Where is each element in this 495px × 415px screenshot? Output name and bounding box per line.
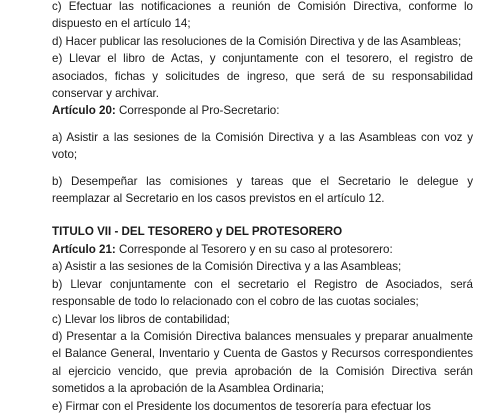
article-21-text: Corresponde al Tesorero y en su caso al protesorero: [115, 242, 393, 256]
article-21-item-a: a) Asistir a las sesiones de la Comisión Directiva y a las Asambleas; [52, 260, 402, 274]
secretario-item-e: e) Llevar el libro de Actas, y conjuntamente con el tesorero, el registro de asociados, fichas y solicitudes de ingreso, que será de su responsabilidad conservar y archivar. [52, 52, 473, 101]
article-21-intro [52, 241, 473, 258]
article-21-item-b: b) Llevar conjuntamente con el secretario el Registro de Asociados, será responsable de todo lo relacionado con el cobro de las cuotas sociales; [52, 277, 473, 309]
article-21-item-e: e) Firmar con el Presidente los documentos de tesorería para efectuar los [52, 399, 431, 413]
article-21-item-c: c) Llevar los libros de contabilidad; [52, 312, 230, 326]
article-20-item-a: a) Asistir a las sesiones de la Comisión Directiva y a las Asambleas con voz y voto; [52, 130, 473, 162]
section-title-vii: TITULO VII - DEL TESORERO y DEL PROTESORERO [52, 225, 343, 239]
spacer [52, 164, 473, 173]
spacer [52, 207, 473, 223]
article-21-item-d: d) Presentar a la Comisión Directiva balances mensuales y preparar anualmente el Balance General, Inventario y Cuenta de Gastos y Recursos correspondientes al ejercicio vencido, que previa aprobación de la Comisión Directiva serán sometidos a la aprobación de la Asamblea Ordinaria; [52, 329, 473, 396]
secretario-item-d: d) Hacer publicar las resoluciones de la Comisión Directiva y de las Asambleas; [52, 34, 462, 48]
article-20-lead: Artículo 20: [52, 104, 116, 118]
article-21-lead: Artículo 21: [52, 242, 116, 256]
article-20-intro [52, 102, 473, 119]
secretario-item-c: c) Efectuar las notificaciones a reunión de Comisión Directiva, conforme lo dispuesto en el artículo 14; [52, 0, 473, 31]
article-20-text: Corresponde al Pro-Secretario: [115, 104, 280, 118]
spacer [52, 120, 473, 129]
article-20-item-b: b) Desempeñar las comisiones y tareas que el Secretario le delegue y reemplazar al Secretario en los casos previstos en el artículo 12. [52, 174, 473, 206]
